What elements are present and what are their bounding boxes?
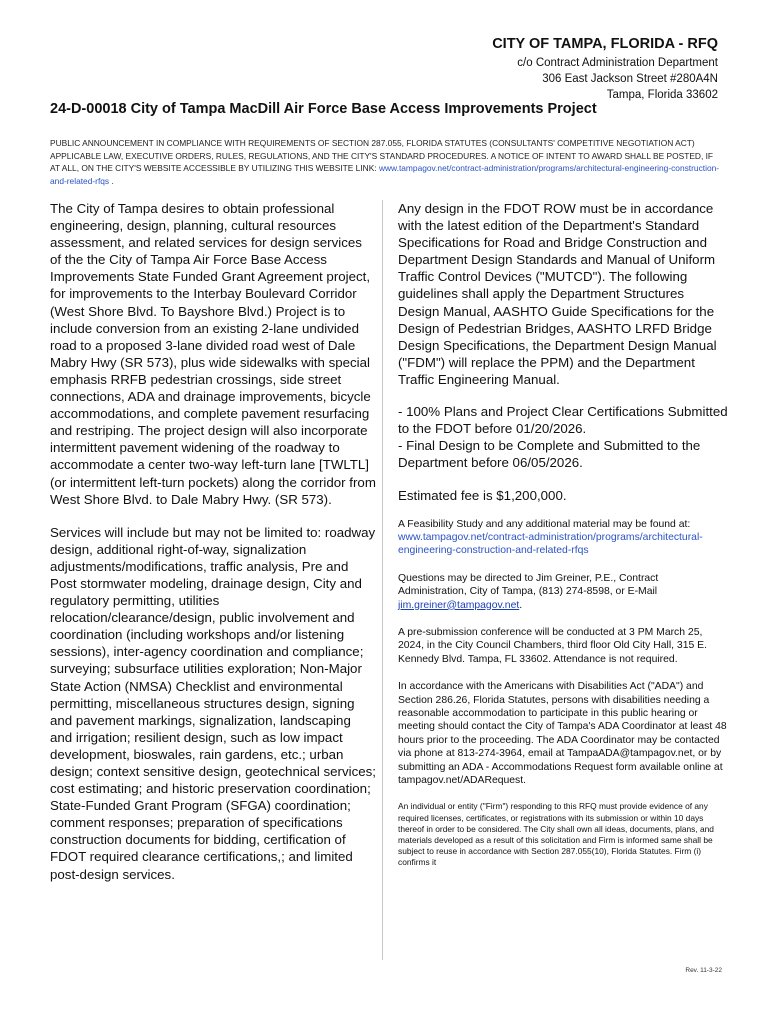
questions-paragraph: [398, 572, 728, 612]
street-address-line: 306 East Jackson Street #280A4N: [542, 73, 718, 85]
column-divider: [382, 200, 383, 960]
feasibility-text: A Feasibility Study and any additional material may be found at:: [398, 518, 691, 530]
feasibility-study-paragraph: [398, 518, 728, 558]
fdot-design-paragraph: Any design in the FDOT ROW must be in accordance with the latest edition of the Department's Standard Specifications for Road and Bridge Construction and Department Design Standards and Manual of Uniform Traffic Control Devices ("MUTCD"). The following guidelines shall apply the Department Structures Design Manual, AASHTO Guide Specifications for the Design of Pedestrian Bridges, AASHTO LRFD Bridge Design Specifications, the Department Design Manual ("FDM") will replace the PPM) and the Department Traffic Engineering Manual.: [398, 201, 717, 387]
city-state-zip-line: Tampa, Florida 33602: [606, 89, 718, 101]
pre-submission-paragraph: A pre-submission conference will be conducted at 3 PM March 25, 2024, in the City Council Chambers, third floor Old City Hall, 315 E. Kennedy Blvd. Tampa, FL 33602. Attendance is not required.: [398, 626, 707, 665]
announcement-text: PUBLIC ANNOUNCEMENT IN COMPLIANCE WITH REQUIREMENTS OF SECTION 287.055, FLORIDA STATUTES (CONSULTANTS' COMPETITIVE NEGOTIATION ACT) APPLICABLE LAW, EXECUTIVE ORDERS, RULES, REGULATIONS, AND THE CITY'S STANDARD PROCEDURES. A NOTICE OF INTENT TO AWARD SHALL BE POSTED, IF AT ALL, ON THE CITY'S WEBSITE ACCESSIBLE BY UTILIZING THIS WEBSITE LINK:: [50, 138, 714, 174]
project-title: 24-D-00018 City of Tampa MacDill Air Force Base Access Improvements Project: [50, 101, 597, 117]
notice-of-intent-link[interactable]: www.tampagov.net/contract-administration/programs/architectural-engineering-construction-and-related-rfqs: [50, 163, 720, 186]
left-column: [50, 200, 376, 899]
services-paragraph: Services will include but may not be limited to: roadway design, additional right-of-way, signalization adjustments/modifications, traffic analysis, Pre and Post stormwater modeling, drainage design, City and regulatory permitting, utilities relocation/clearance/design, public involvement and coordination (including workshops and/or listening sessions), inter-agency coordination and compliance; surveying; subsurface utilities exploration; Non-Major State Action (NMSA) Checklist and environmental permitting, miscellaneous structures design, signing and pavement markings, signalization, landscaping and irrigation; resilient design, such as low impact development, bioswales, rain gardens, etc.; urban design; context sensitive design, geotechnical services; cost estimating; and historic preservation coordination; State-Funded Grant Program (SFGA) coordination; comment responses; preparation of specifications construction documents for bidding, certification of FDOT required clearance certifications,; and limited post-design services.: [50, 524, 376, 882]
milestone-final-design: - Final Design to be Complete and Submitted to the Department before 06/05/2026.: [398, 438, 701, 471]
department-line: c/o Contract Administration Department: [517, 57, 718, 69]
public-announcement: [50, 137, 722, 187]
project-description-paragraph: The City of Tampa desires to obtain professional engineering, design, planning, cultural resources assessment, and related services for design services of the the City of Tampa Air Force Base Access Improvements State Funded Grant Agreement project, for improvements to the Interbay Boulevard Corridor (West Shore Blvd. To Bayshore Blvd.) Project is to include conversion from an existing 2-lane undivided road to a proposed 3-lane divided road west of Dale Mabry Hwy (SR 573), plus wide sidewalks with special emphasis RRFB pedestrian crossings, side street connections, ADA and drainage improvements, bicycle accommodations, and complete pavement resurfacing and restriping. The project design will also incorporate intermittent pavement widening of the roadway to accommodate a center two-way left-turn lane [TWLTL] (or intermittent left-turn pockets) along the corridor from West Shore Blvd. to Dale Mabry Hwy. (SR 573).: [50, 201, 376, 507]
questions-text: Questions may be directed to Jim Greiner, P.E., Contract Administration, City of Tampa, (813) 274-8598, or E-Mail: [398, 572, 659, 598]
feasibility-link[interactable]: www.tampagov.net/contract-administration/programs/architectural-engineering-construction-and-related-rfqs: [398, 531, 703, 557]
right-column: [398, 200, 728, 869]
estimated-fee: Estimated fee is $1,200,000.: [398, 488, 567, 504]
questions-tail: .: [519, 599, 523, 611]
milestones-block: [398, 403, 728, 471]
revision-note: Rev. 11-3-22: [685, 967, 722, 974]
announcement-tail: .: [109, 175, 114, 186]
contact-email-link[interactable]: jim.greiner@tampagov.net: [398, 599, 520, 611]
rfq-header-title: CITY OF TAMPA, FLORIDA - RFQ: [492, 36, 718, 52]
ada-paragraph: In accordance with the Americans with Disabilities Act ("ADA") and Section 286.26, Florida Statutes, persons with disabilities needing a reasonable accommodation to participate in this public hearing or meeting should contact the City of Tampa's ADA Coordinator at least 48 hours prior to the proceeding. The ADA Coordinator may be contacted via phone at 813-274-3964, email at TampaADA@tampagov.net, or by submitting an ADA - Accommodations Request form available online at tampagov.net/ADARequest.: [398, 681, 727, 786]
milestone-plans: - 100% Plans and Project Clear Certifications Submitted to the FDOT before 01/20/2026.: [398, 404, 728, 437]
firm-requirements-paragraph: An individual or entity ("Firm") responding to this RFQ must provide evidence of any required licenses, certificates, or registrations with its submission or within 10 days thereof in order to be considered. The City shall own all ideas, documents, plans, and materials developed as a result of this solicitation and Firm is informed same shall be subject to reuse in accordance with Section 287.055(10), Florida Statutes. Firm (i) confirms it: [398, 801, 714, 868]
